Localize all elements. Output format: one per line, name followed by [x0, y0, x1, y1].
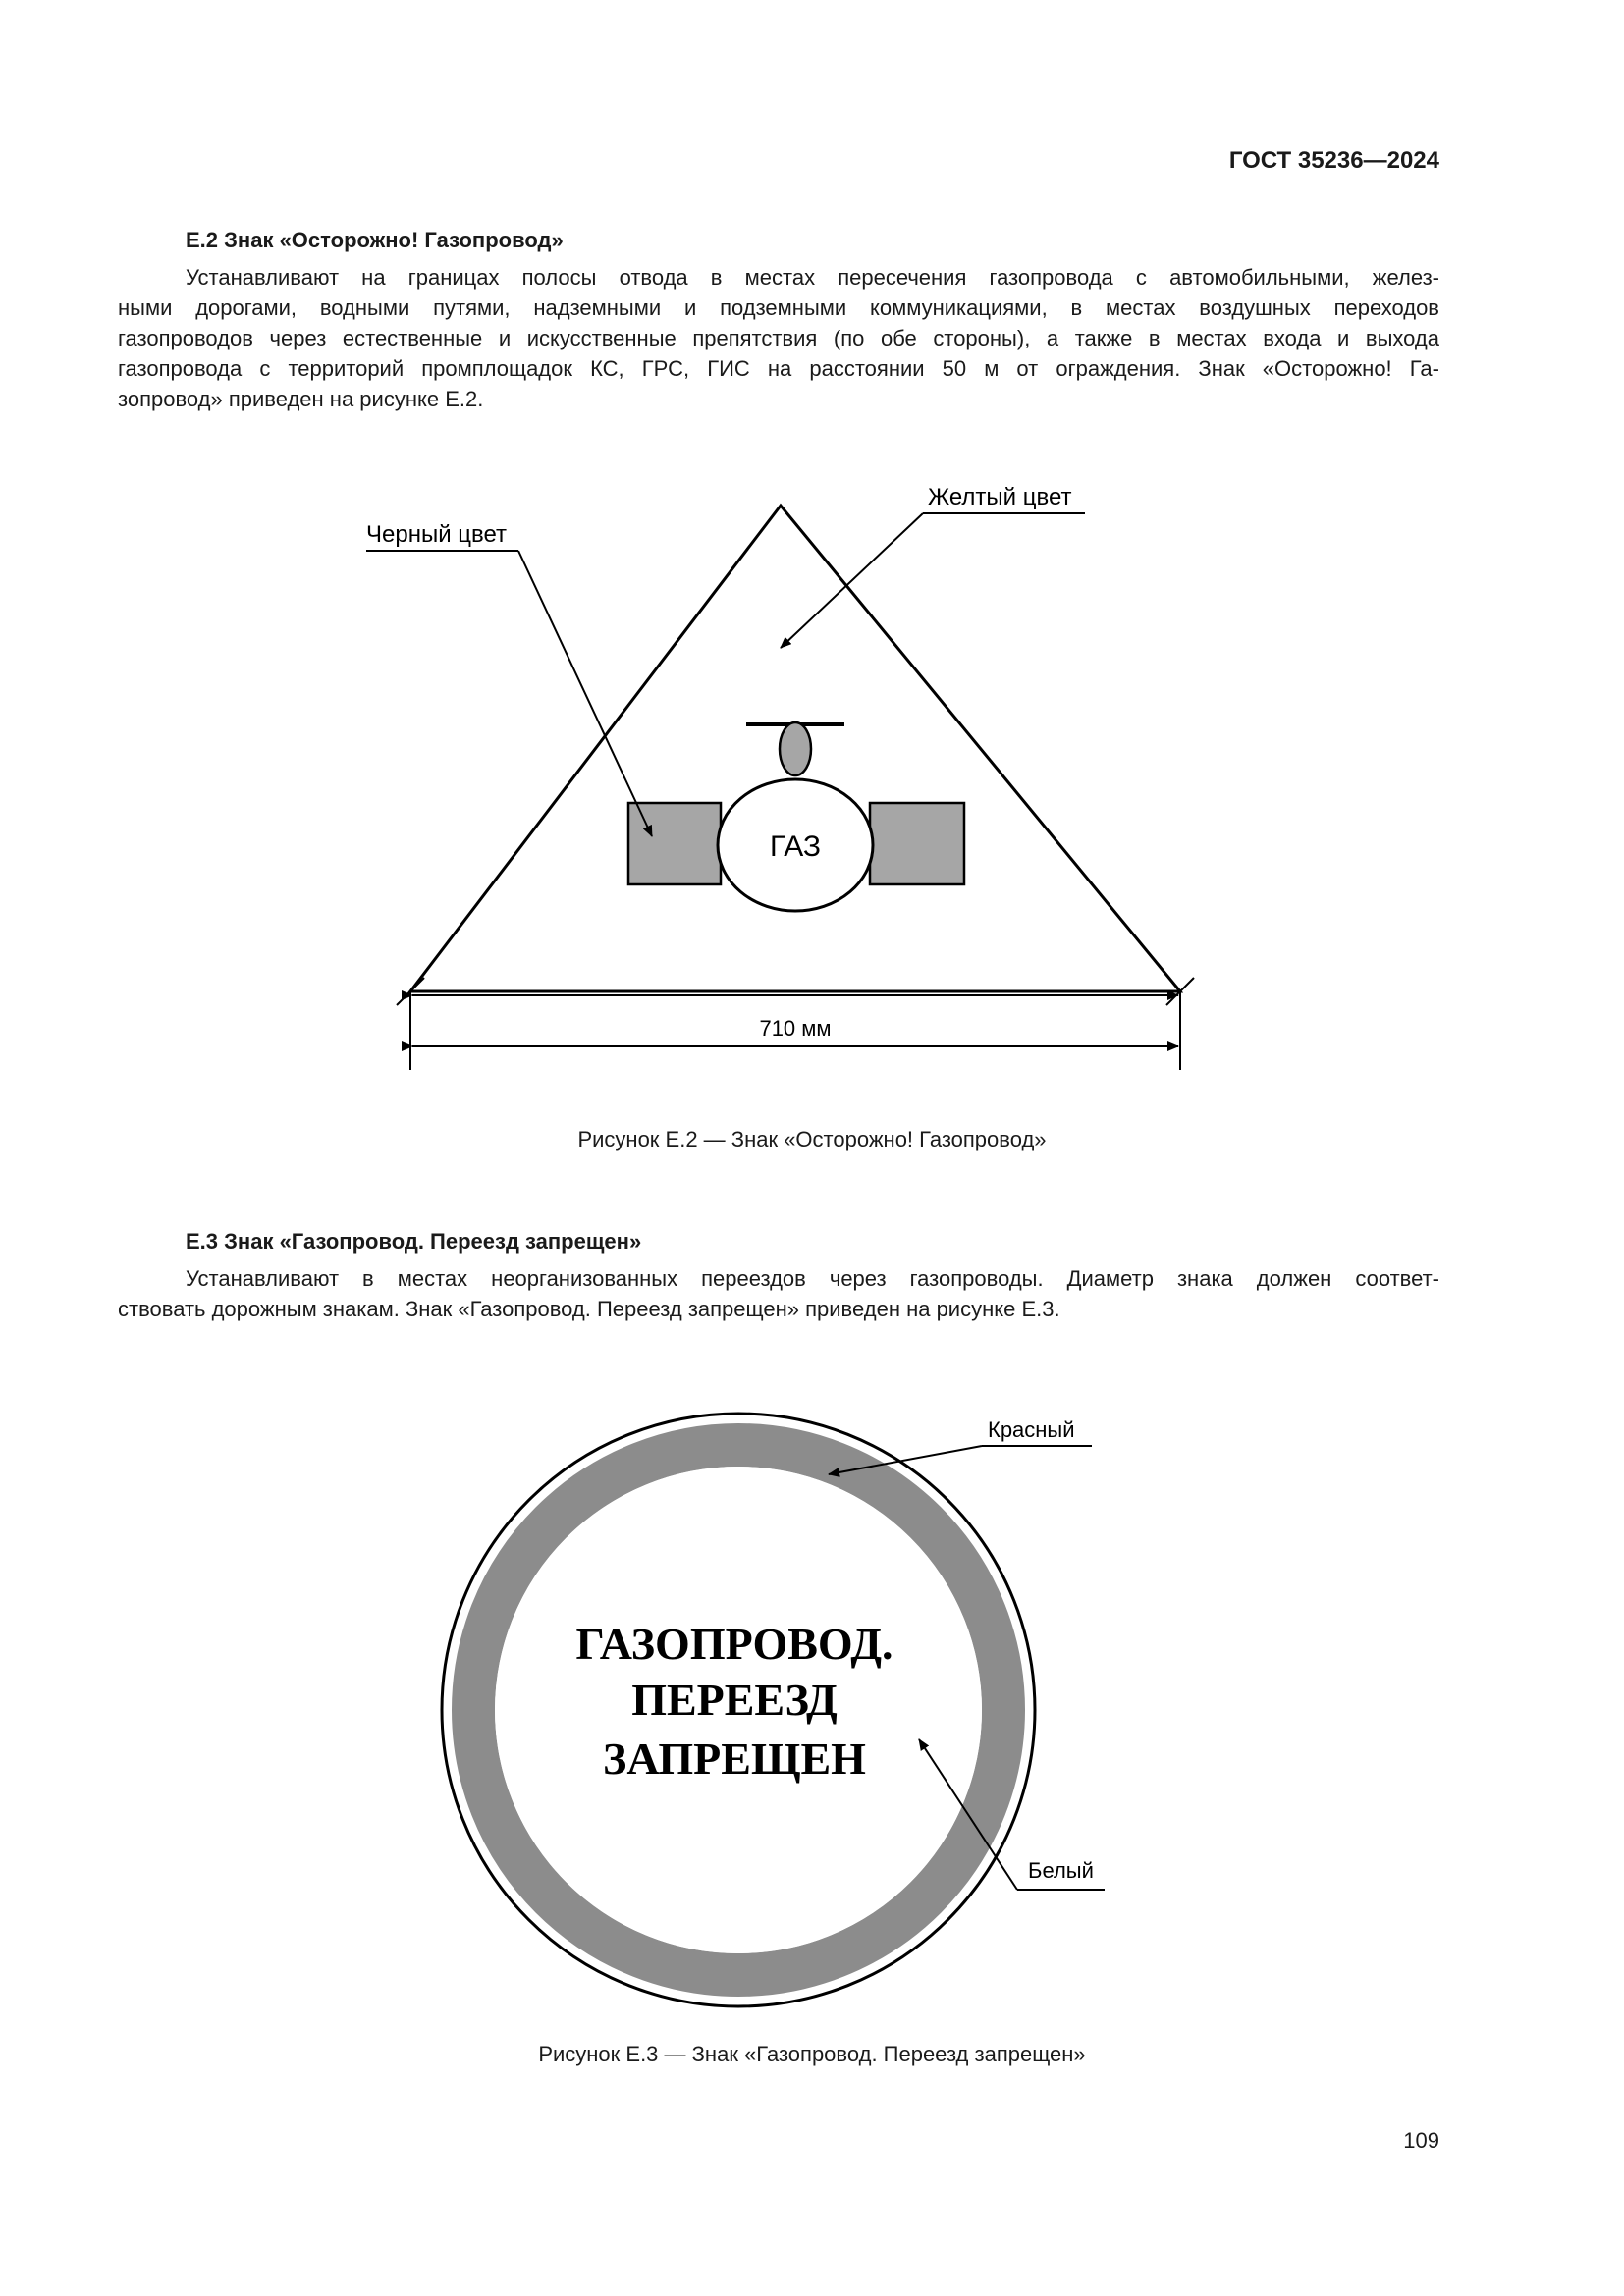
section-e3-heading: Е.3 Знак «Газопровод. Переезд запрещен» — [186, 1229, 642, 1254]
section-e3-paragraph — [118, 1263, 1439, 1324]
figure-e2-warning-sign — [0, 471, 1624, 1099]
paragraph-line: ными дорогами, водными путями, надземными и подземными коммуникациями, в местах воздушных переходов — [118, 295, 1439, 320]
valve-stem — [780, 722, 811, 775]
sign-text-line-1: ГАЗОПРОВОД. — [575, 1619, 893, 1669]
paragraph-line: ствовать дорожным знакам. Знак «Газопровод. Переезд запрещен» приведен на рисунке Е.3. — [118, 1297, 1060, 1321]
section-e2-heading: Е.2 Знак «Осторожно! Газопровод» — [186, 228, 564, 252]
paragraph-line: газопровода с территорий промплощадок КС, ГРС, ГИС на расстоянии 50 м от ограждения. Знак «Осторожно! Га- — [118, 356, 1439, 381]
valve-label: ГАЗ — [769, 830, 822, 863]
sign-text-line-3: ЗАПРЕЩЕН — [603, 1734, 866, 1784]
document-standard-number: ГОСТ 35236—2024 — [1228, 147, 1439, 174]
callout-white-color: Белый — [1028, 1858, 1094, 1883]
paragraph-line: зопровод» приведен на рисунке Е.2. — [118, 387, 484, 411]
figure-e3-caption: Рисунок Е.3 — Знак «Газопровод. Переезд запрещен» — [538, 2042, 1086, 2066]
callout-black-color: Черный цвет — [366, 521, 508, 548]
paragraph-line: Устанавливают в местах неорганизованных переездов через газопроводы. Диаметр знака должен соответ- — [186, 1266, 1439, 1291]
paragraph-line: газопроводов через естественные и искусственные препятствия (по обе стороны), а также в местах входа и выхода — [118, 326, 1439, 350]
paragraph-line: Устанавливают на границах полосы отвода в местах пересечения газопровода с автомобильными, желез- — [186, 265, 1439, 290]
callout-red-color: Красный — [988, 1417, 1075, 1442]
section-e2-paragraph — [118, 262, 1439, 414]
sign-text-line-2: ПЕРЕЕЗД — [631, 1675, 838, 1725]
dimension-label: 710 мм — [759, 1016, 832, 1041]
figure-e2-caption: Рисунок Е.2 — Знак «Осторожно! Газопровод» — [577, 1127, 1047, 1151]
callout-yellow-color: Желтый цвет — [928, 484, 1072, 510]
figure-e3-no-crossing-sign — [0, 1374, 1624, 2061]
pipe-right — [870, 803, 964, 884]
page-number: 109 — [1403, 2128, 1439, 2153]
